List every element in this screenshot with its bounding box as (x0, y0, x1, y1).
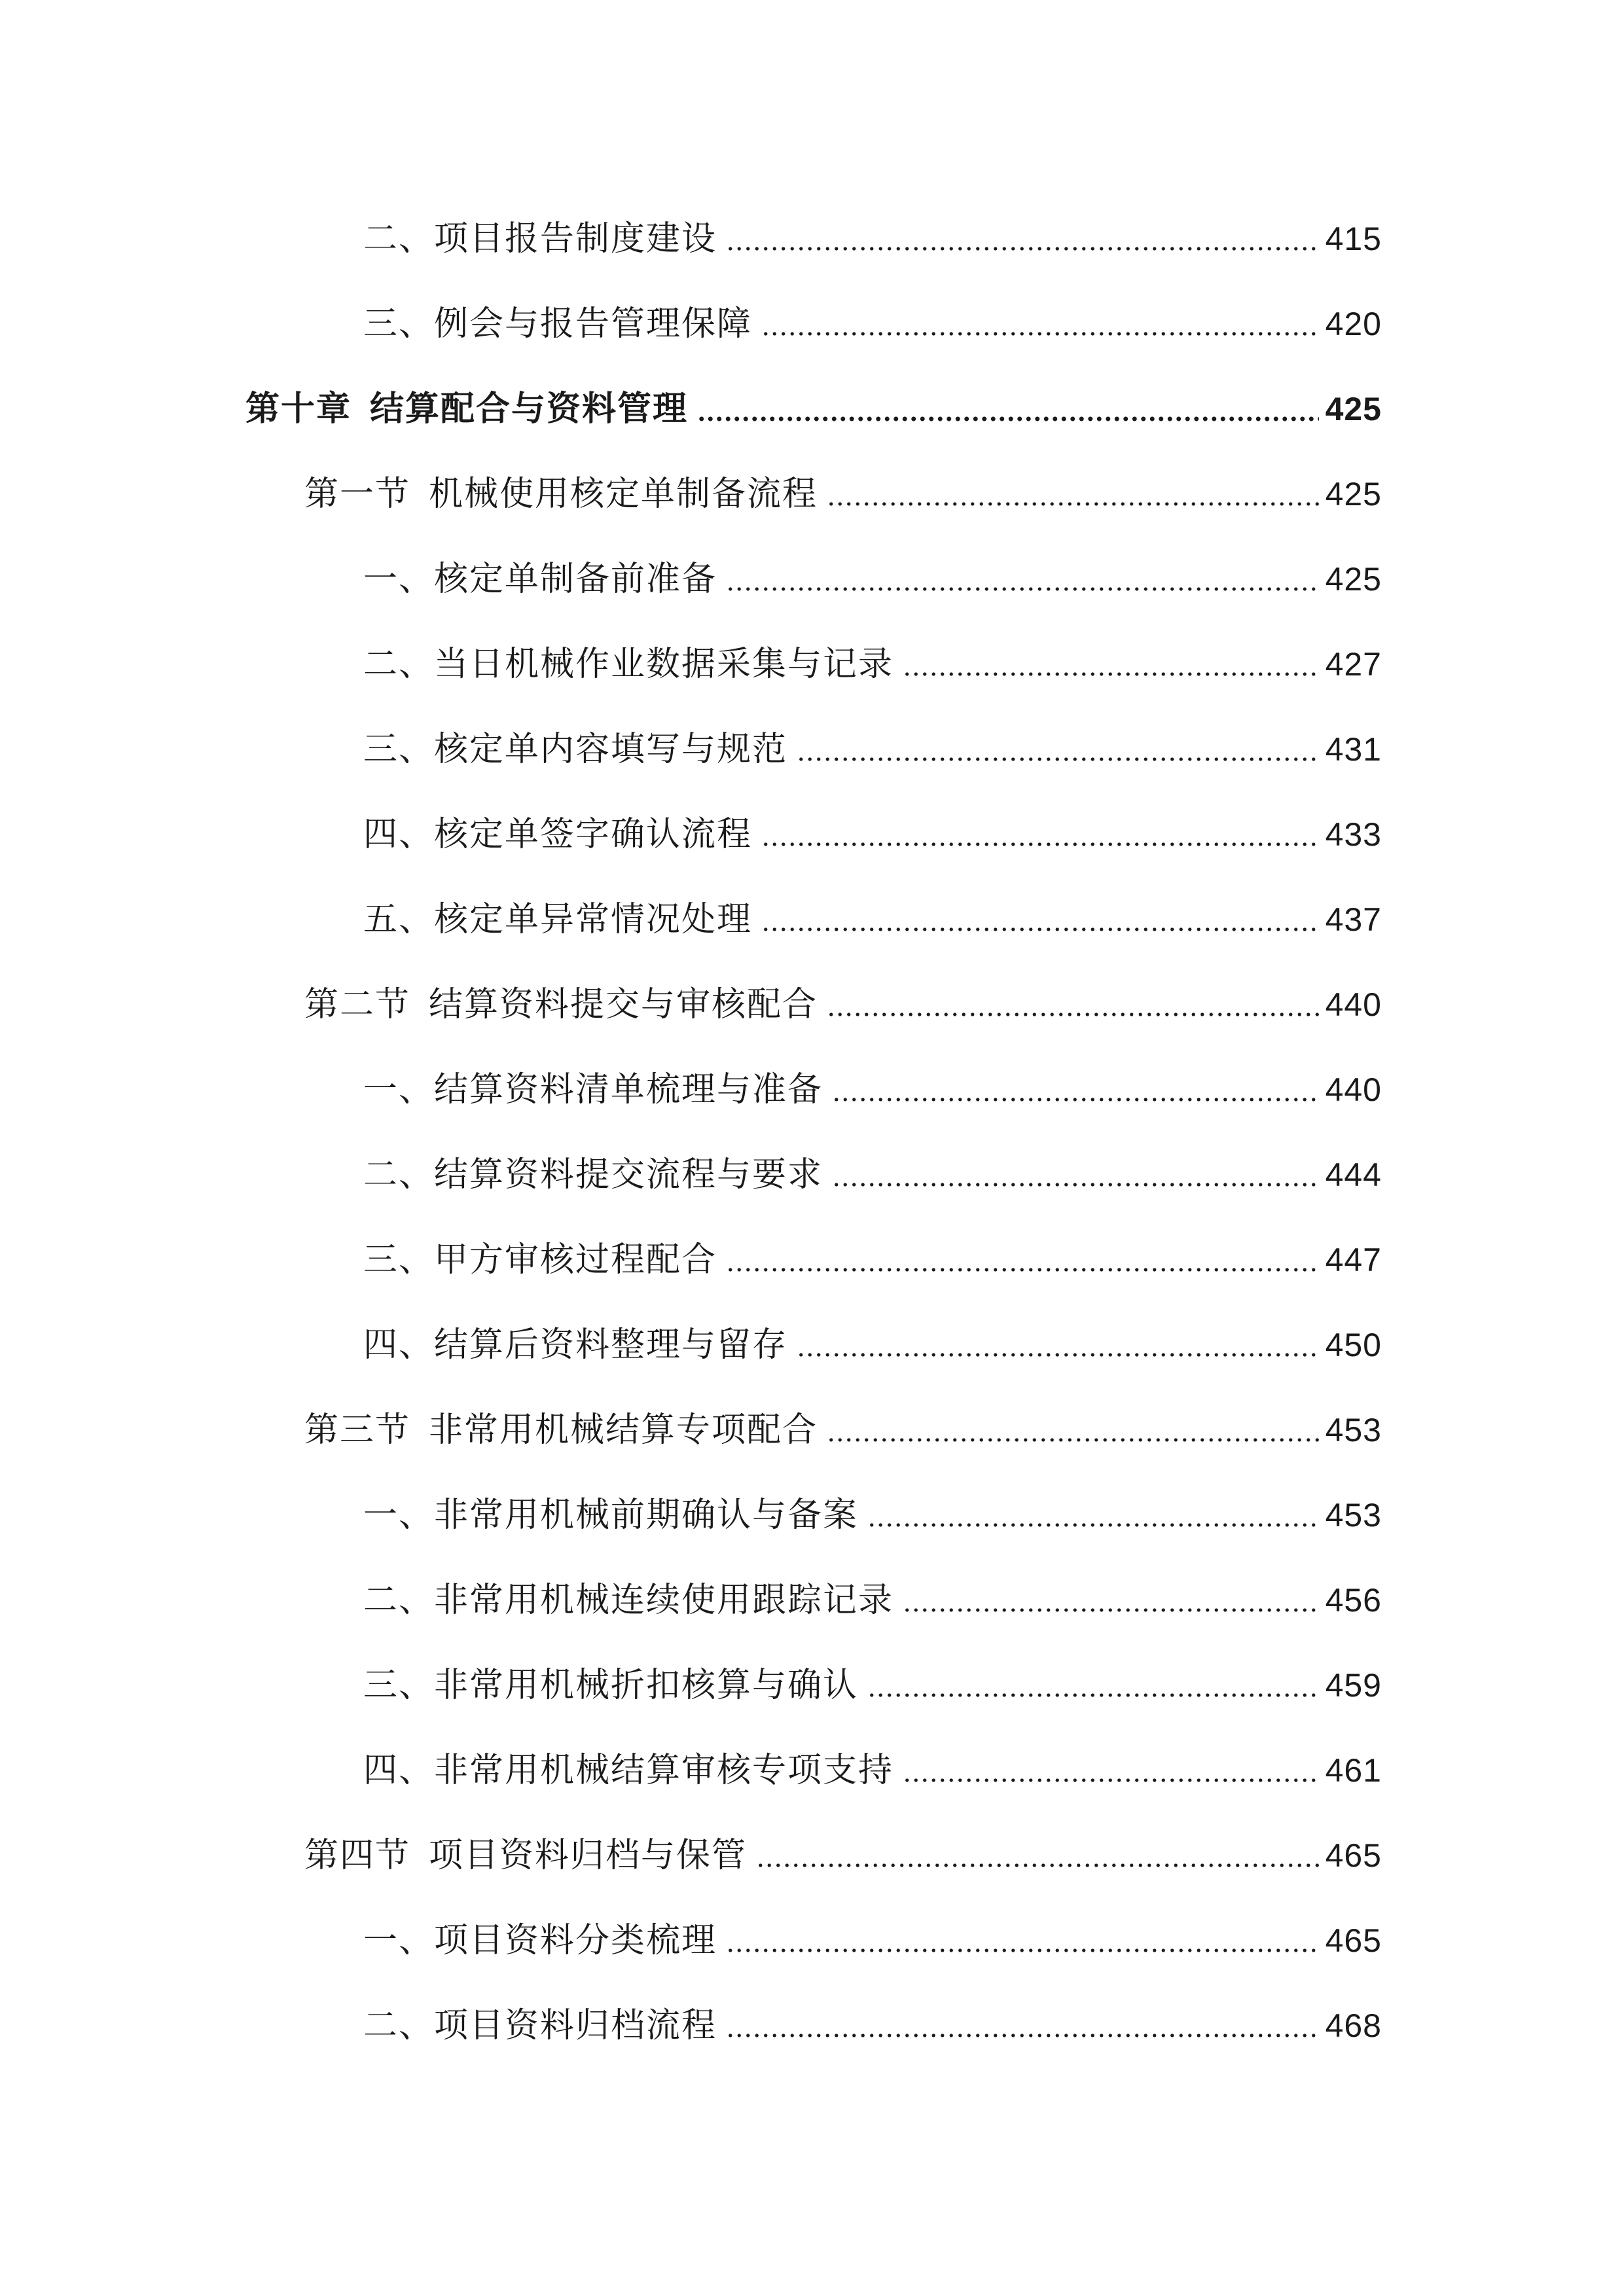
toc-entry-title (304, 475, 818, 514)
toc-entry-page: 453 (1325, 1412, 1382, 1448)
toc-entry-page: 444 (1325, 1157, 1382, 1193)
section-title: 结算资料提交与审核配合 (429, 985, 818, 1024)
toc-entry[interactable] (363, 1054, 1382, 1126)
section-title: 非常用机械结算专项配合 (429, 1410, 818, 1450)
toc-entry-page: 468 (1325, 2007, 1382, 2044)
toc-entry-page: 459 (1325, 1667, 1382, 1704)
dot-leader (867, 1693, 1319, 1697)
dot-leader (867, 1523, 1319, 1527)
toc-entry[interactable] (363, 203, 1382, 275)
dot-leader (827, 1013, 1319, 1016)
dot-leader (827, 502, 1319, 506)
toc-entry-page: 425 (1325, 561, 1382, 598)
toc-section-entry[interactable] (304, 1820, 1382, 1892)
section-label: 第一节 (304, 475, 411, 514)
toc-entry-page: 425 (1325, 476, 1382, 512)
toc-entry[interactable] (363, 543, 1382, 615)
chapter-title: 结算配合与资料管理 (370, 389, 689, 429)
toc-entry-title: 三、甲方审核过程配合 (363, 1240, 717, 1280)
toc-entry-page: 456 (1325, 1582, 1382, 1619)
toc-entry-title: 二、结算资料提交流程与要求 (363, 1155, 823, 1194)
dot-leader (761, 332, 1319, 336)
section-label: 第二节 (304, 985, 411, 1024)
toc-entry-title: 五、核定单异常情况处理 (363, 900, 753, 939)
toc-entry-title: 三、非常用机械折扣核算与确认 (363, 1666, 859, 1705)
dot-leader (726, 2034, 1319, 2037)
toc-entry-title: 二、项目报告制度建设 (363, 219, 717, 259)
dot-leader (726, 1948, 1319, 1952)
toc-entry[interactable] (363, 628, 1382, 700)
toc-entry-title: 三、例会与报告管理保障 (363, 304, 753, 344)
toc-entry-page: 450 (1325, 1327, 1382, 1363)
toc-entry-page: 465 (1325, 1922, 1382, 1959)
toc-entry[interactable] (363, 1990, 1382, 2062)
toc-entry-title (304, 985, 818, 1024)
dot-leader (761, 927, 1319, 931)
dot-leader (832, 1183, 1319, 1187)
toc-section-entry[interactable] (304, 969, 1382, 1041)
toc-entry-title: 四、结算后资料整理与留存 (363, 1325, 788, 1365)
section-label: 第四节 (304, 1836, 411, 1875)
toc-entry[interactable] (363, 288, 1382, 360)
toc-entry-title: 二、非常用机械连续使用跟踪记录 (363, 1581, 894, 1620)
toc-entry[interactable] (363, 1734, 1382, 1806)
toc-entry-title (304, 1410, 818, 1450)
section-label: 第三节 (304, 1410, 411, 1450)
toc-entry-title (245, 389, 689, 429)
toc-entry[interactable] (363, 1139, 1382, 1211)
toc-entry-title: 一、非常用机械前期确认与备案 (363, 1496, 859, 1535)
toc-section-entry[interactable] (304, 458, 1382, 530)
toc-entry-page: 447 (1325, 1242, 1382, 1278)
toc-entry[interactable] (363, 798, 1382, 870)
toc-entry-page: 465 (1325, 1837, 1382, 1874)
toc-entry-page: 431 (1325, 731, 1382, 768)
toc-entry-title: 一、核定单制备前准备 (363, 560, 717, 599)
toc-entry[interactable] (363, 1905, 1382, 1977)
toc-entry[interactable] (363, 884, 1382, 956)
toc-entry[interactable] (363, 1564, 1382, 1636)
toc-entry-page: 453 (1325, 1497, 1382, 1534)
toc-section-entry[interactable] (304, 1394, 1382, 1466)
toc-entry[interactable] (363, 1224, 1382, 1296)
toc-entry-page: 427 (1325, 646, 1382, 683)
toc-entry[interactable] (363, 1309, 1382, 1381)
toc-entry-title: 四、核定单签字确认流程 (363, 815, 753, 854)
dot-leader (726, 587, 1319, 591)
toc-entry-page: 440 (1325, 986, 1382, 1023)
dot-leader (797, 1353, 1319, 1357)
dot-leader (827, 1438, 1319, 1442)
toc-entry-title: 二、项目资料归档流程 (363, 2006, 717, 2045)
toc-entry-title: 三、核定单内容填写与规范 (363, 730, 788, 769)
toc-entry-title: 四、非常用机械结算审核专项支持 (363, 1751, 894, 1790)
dot-leader (697, 416, 1319, 422)
section-title: 项目资料归档与保管 (429, 1836, 748, 1875)
dot-leader (756, 1863, 1319, 1867)
dot-leader (797, 757, 1319, 761)
toc-entry-page: 461 (1325, 1752, 1382, 1789)
dot-leader (726, 1268, 1319, 1272)
toc-entry-title: 二、当日机械作业数据采集与记录 (363, 645, 894, 684)
toc-entry-page: 437 (1325, 901, 1382, 938)
toc-entry-page: 440 (1325, 1071, 1382, 1108)
toc-entry-title (304, 1836, 748, 1875)
toc-entry-page: 433 (1325, 816, 1382, 853)
toc-entry[interactable] (363, 713, 1382, 785)
dot-leader (903, 1608, 1319, 1612)
toc-entry-page: 420 (1325, 306, 1382, 342)
dot-leader (761, 842, 1319, 846)
dot-leader (903, 672, 1319, 676)
dot-leader (726, 247, 1319, 251)
toc-entry-title: 一、项目资料分类梳理 (363, 1921, 717, 1960)
toc-entry[interactable] (363, 1479, 1382, 1551)
dot-leader (903, 1778, 1319, 1782)
section-title: 机械使用核定单制备流程 (429, 475, 818, 514)
toc-entry-title: 一、结算资料清单梳理与准备 (363, 1070, 823, 1109)
dot-leader (832, 1098, 1319, 1102)
chapter-label: 第十章 (245, 389, 352, 429)
toc-entry[interactable] (363, 1649, 1382, 1721)
toc-entry-page: 415 (1325, 221, 1382, 257)
toc-entry-page: 425 (1325, 391, 1382, 427)
toc-chapter-entry[interactable] (245, 373, 1382, 445)
